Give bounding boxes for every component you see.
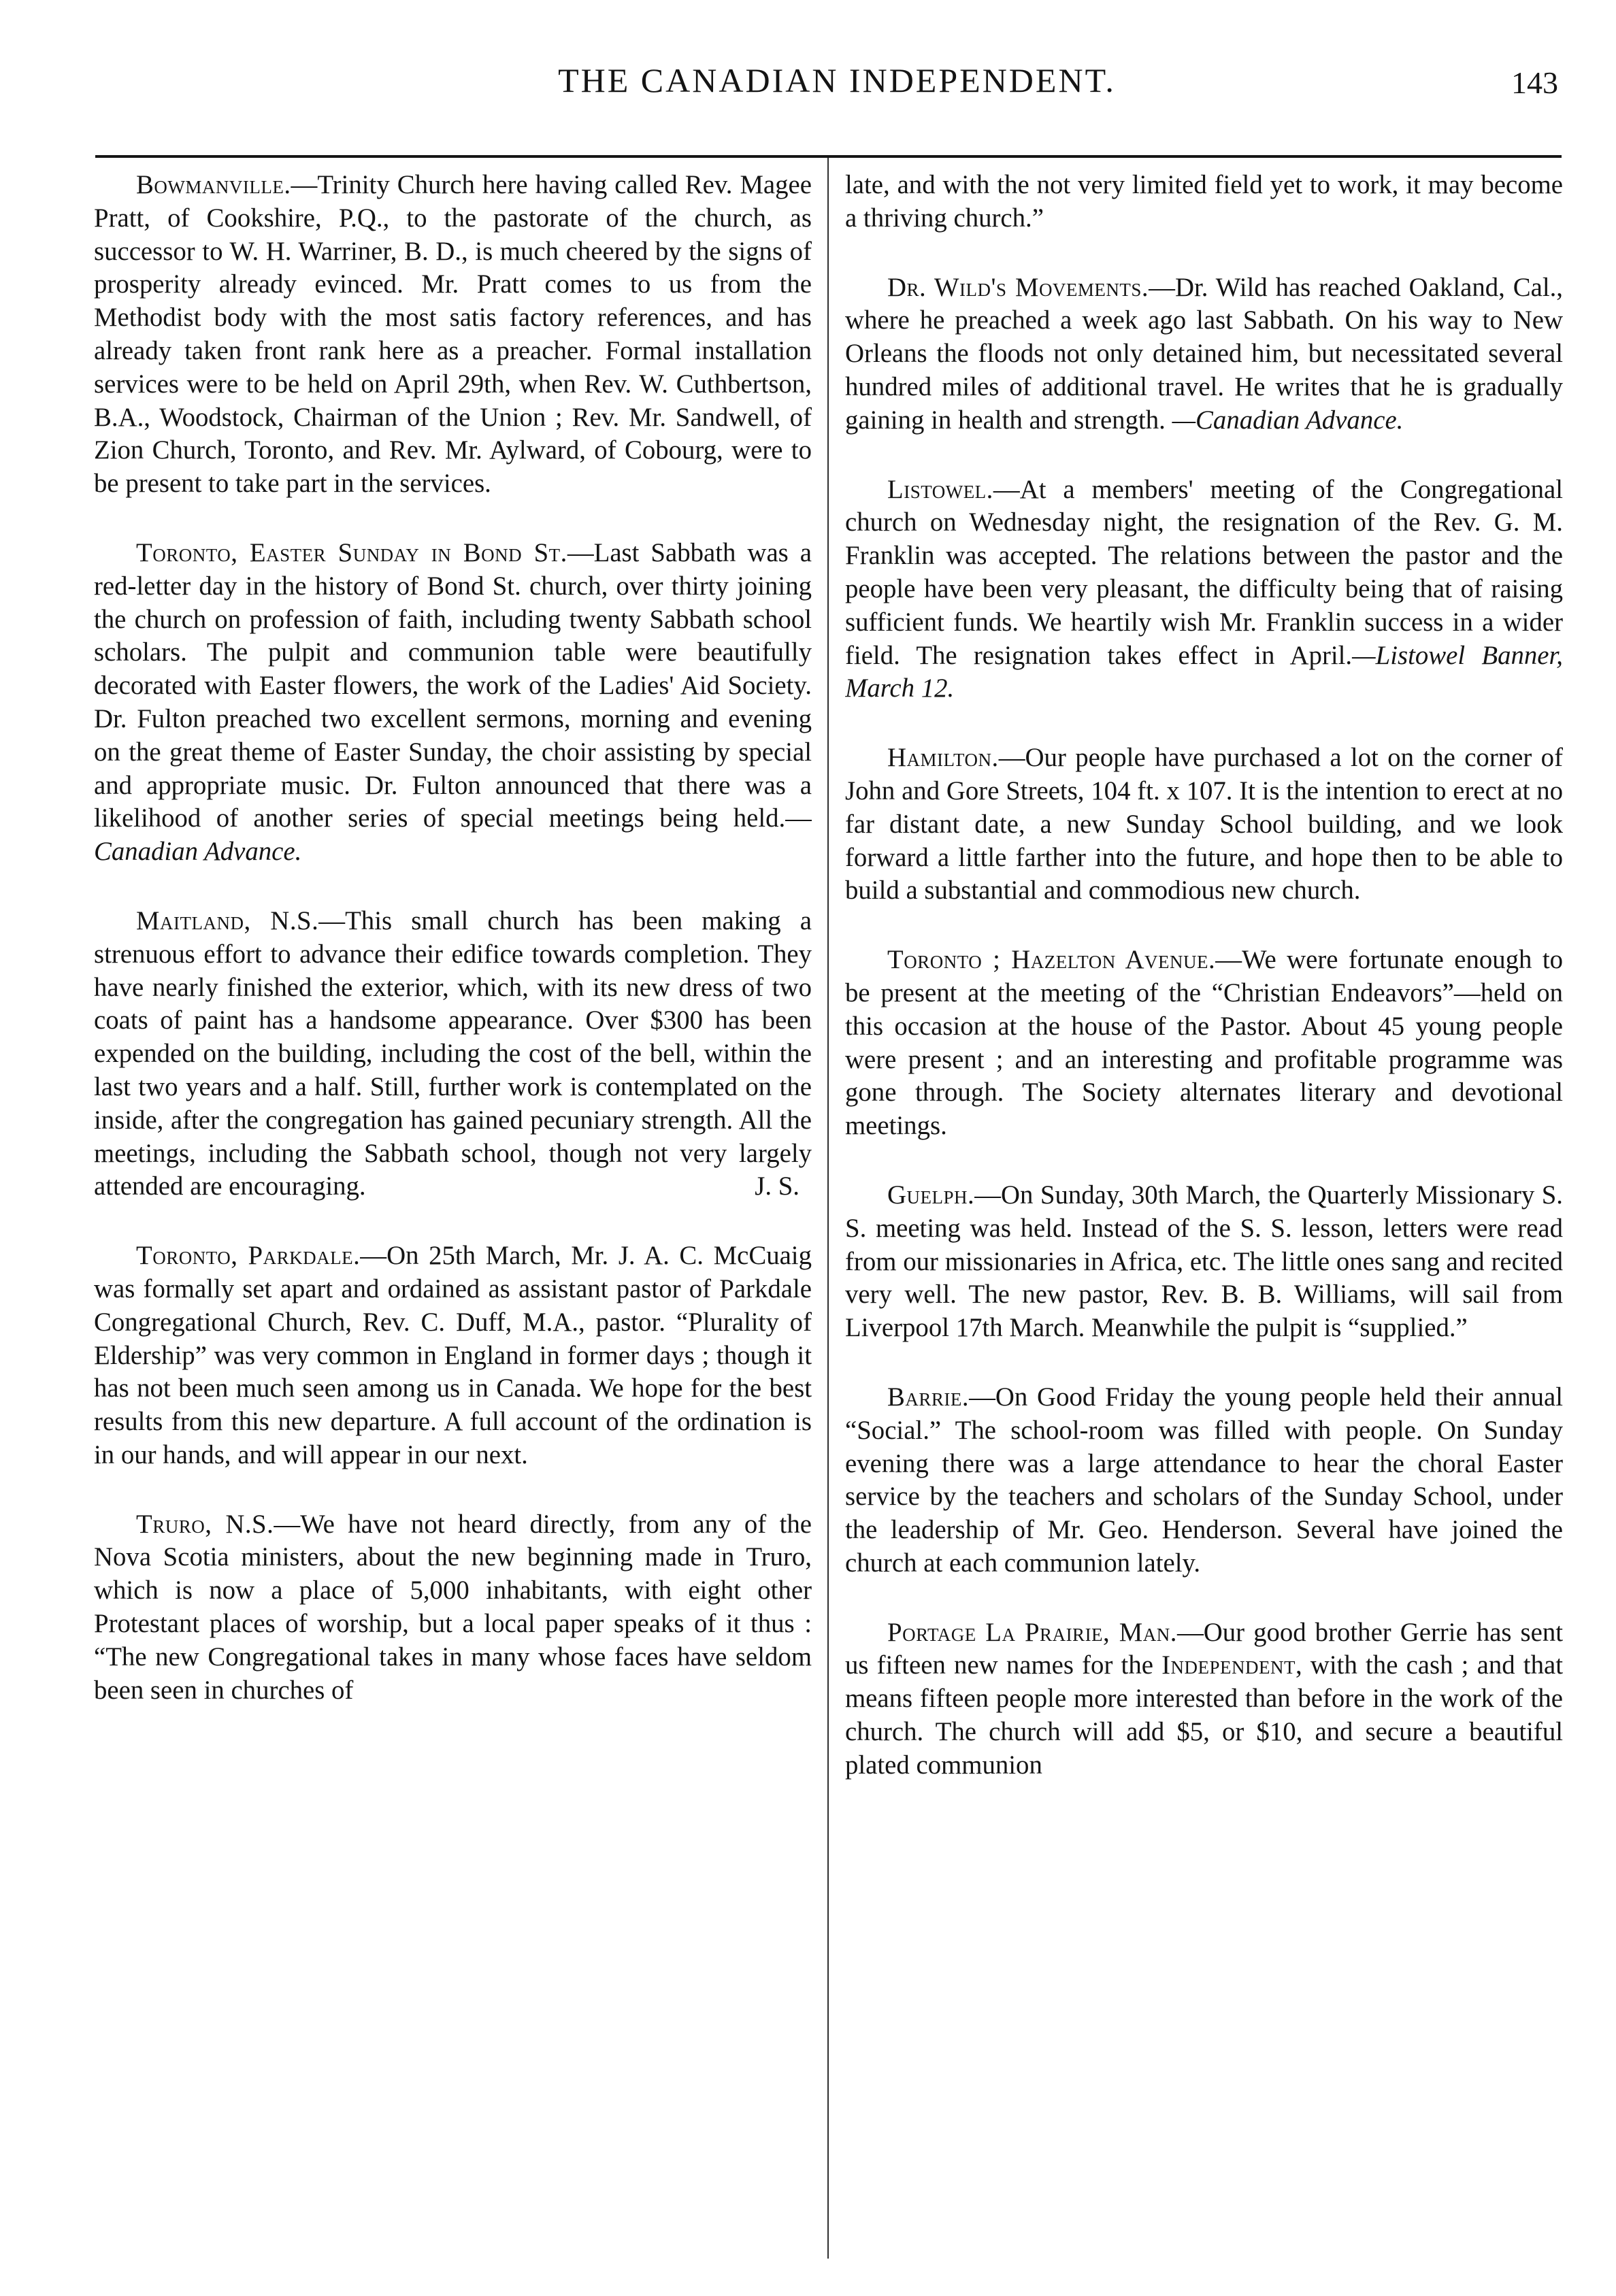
article-bowmanville — [94, 169, 812, 501]
article-text — [845, 742, 1563, 908]
article-listowel — [845, 473, 1563, 706]
article-dr-wild — [845, 271, 1563, 437]
article-guelph — [845, 1179, 1563, 1345]
article-toronto-parkdale — [94, 1239, 812, 1472]
page-number: 143 — [1511, 65, 1558, 100]
article-text — [94, 1239, 812, 1472]
article-body: —Our good brother Gerrie has sent us fifteen new names for the — [845, 1617, 1563, 1680]
article-body: —On Good Friday the young people held their annual “Social.” The school-room was filled with people. On Sunday evening there was a large attendance to hear the choral Easter service by the teachers and scholars of the Sunday School, under the leadership of Mr. Geo. Henderson. Several have joined the church at each communion lately. — [845, 1382, 1563, 1578]
article-body: —Our people have purchased a lot on the corner of John and Gore Streets, 104 ft. x 107. It is the intention to erect at no far distant date, a new Sunday School building, and we look forward a little farther into the future, and hope then to be able to build a substantial and commodious new church. — [845, 743, 1563, 905]
article-source: Canadian Advance. — [94, 837, 302, 867]
article-toronto-easter — [94, 537, 812, 869]
right-column — [845, 169, 1563, 2267]
article-text — [94, 1508, 812, 1708]
article-heading: Toronto ; Hazelton Avenue. — [887, 945, 1216, 975]
article-source: —Canadian Advance. — [1172, 405, 1404, 435]
article-text — [845, 1616, 1563, 1782]
article-heading: Maitland, N.S. — [136, 905, 319, 935]
article-body: —This small church has been making a strenuous effort to advance their edifice towards completion. They have nearly finished the exterior, which, with its new dress of two coats of paint has a handsome appearance. Over $300 has been expended on the building, including the cost of the bell, within the last two years and a half. Still, further work is contemplated on the inside, after the congregation has gained pecuniary strength. All the meetings, including the Sabbath school, though not very largely attended are encouraging. — [94, 905, 812, 1201]
article-maitland — [94, 905, 812, 1203]
article-body: —Dr. Wild has reached Oakland, Cal., where he preached a week ago last Sabbath. On his way to New Orleans the floods not only detained him, but necessitated several hundred miles of additional travel. He writes that he is gradually gaining in health and strength. — [845, 272, 1563, 435]
article-heading: Toronto, Parkdale. — [136, 1241, 361, 1271]
article-body: —Last Sabbath was a red-letter day in the history of Bond St. church, over thirty joining the church on profession of faith, including twenty Sabbath school scholars. The pulpit and communion table were beautifully decorated with Easter flowers, the work of the Ladies' Aid Society. Dr. Fulton preached two excellent sermons, morning and evening on the great theme of Easter Sunday, the choir assisting by special and appropriate music. Dr. Fulton announced that there was a likelihood of another series of special meetings being held.— — [94, 537, 812, 833]
left-column — [94, 169, 812, 2267]
article-signature: J. S. — [755, 1171, 799, 1201]
article-truro-continued — [845, 169, 1563, 235]
article-body: —Trinity Church here having called Rev. Magee Pratt, of Cookshire, P.Q., to the pastorate of the church, as successor to W. H. Warriner, B. D., is much cheered by the signs of prosperity already evinced. Mr. Pratt comes to us from the Methodist body with the most satis factory references, and has already taken front rank here as a preacher. Formal installation services were to be held on April 29th, when Rev. W. Cuthbertson, B.A., Woodstock, Chairman of the Union ; Rev. Mr. Sandwell, of Zion Church, Toronto, and Rev. Mr. Aylward, of Cobourg, were to be present to take part in the services. — [94, 170, 812, 499]
article-text — [94, 537, 812, 869]
article-body: —On Sunday, 30th March, the Quarterly Missionary S. S. meeting was held. Instead of the S. S. lesson, letters were read from our missionaries in Africa, etc. The little ones sang and recited very well. The new pastor, Rev. B. B. Williams, will sail from Liverpool 17th March. Meanwhile the pulpit is “supplied.” — [845, 1180, 1563, 1343]
article-body: —We have not heard directly, from any of the Nova Scotia ministers, about the new beginning made in Truro, which is now a place of 5,000 inhabitants, with eight other Protestant places of worship, but a local paper speaks of it thus : “The new Congregational takes in many whose faces have seldom been seen in churches of — [94, 1509, 812, 1705]
running-title: THE CANADIAN INDEPENDENT. — [558, 61, 1116, 99]
article-text — [94, 169, 812, 501]
article-body: —On 25th March, Mr. J. A. C. McCuaig was formally set apart and ordained as assistant pastor of Parkdale Congregational Church, Rev. C. Duff, M.A., pastor. “Plurality of Eldership” was very common in England in former days ; though it has not been much seen among us in Canada. We hope for the best results from this new departure. A full account of the ordination is in our hands, and will appear in our next. — [94, 1241, 812, 1469]
article-heading: Portage La Prairie, Man. — [887, 1617, 1177, 1647]
article-text — [845, 1381, 1563, 1580]
article-body: —We were fortunate enough to be present at the meeting of the “Christian Endeavors”—held on this occasion at the house of the Pastor. About 45 young people were present ; and an interesting and profitable programme was gone through. The Society alternates literary and devotional meetings. — [845, 945, 1563, 1141]
article-text — [845, 473, 1563, 706]
article-heading: Bowmanville. — [136, 170, 291, 199]
article-heading: Dr. Wild's Movements. — [887, 272, 1149, 302]
article-text — [845, 944, 1563, 1143]
article-heading: Truro, N.S. — [136, 1509, 274, 1539]
article-heading: Toronto, Easter Sunday in Bond St. — [136, 537, 567, 567]
article-source: —Listowel Banner, March 12. — [845, 640, 1563, 703]
article-truro — [94, 1508, 812, 1708]
article-body: , with the cash ; and that means fifteen people more interested than before in the work of the church. The church will add $5, or $10, and secure a beautiful plated communion — [845, 1650, 1563, 1780]
article-heading: Guelph. — [887, 1180, 975, 1210]
article-barrie — [845, 1381, 1563, 1580]
article-text — [845, 1179, 1563, 1345]
column-divider — [827, 158, 829, 2259]
article-heading: Listowel. — [887, 474, 993, 504]
article-text: late, and with the not very limited field yet to work, it may become a thriving church.” — [845, 170, 1563, 233]
article-text — [845, 271, 1563, 437]
article-portage — [845, 1616, 1563, 1782]
article-body: —At a members' meeting of the Congregational church on Wednesday night, the resignation of the Rev. G. M. Franklin was accepted. The relations between the pastor and the people have been very pleasant, the difficulty being that of raising sufficient funds. We heartily wish Mr. Franklin success in a wider field. The resignation takes effect in April. — [845, 474, 1563, 670]
article-emphasis: Independent — [1161, 1650, 1296, 1680]
article-heading: Hamilton. — [887, 743, 999, 773]
article-heading: Barrie. — [887, 1382, 970, 1412]
article-hamilton — [845, 742, 1563, 908]
article-text — [94, 905, 812, 1203]
article-toronto-hazelton — [845, 944, 1563, 1143]
page-header — [0, 60, 1616, 121]
